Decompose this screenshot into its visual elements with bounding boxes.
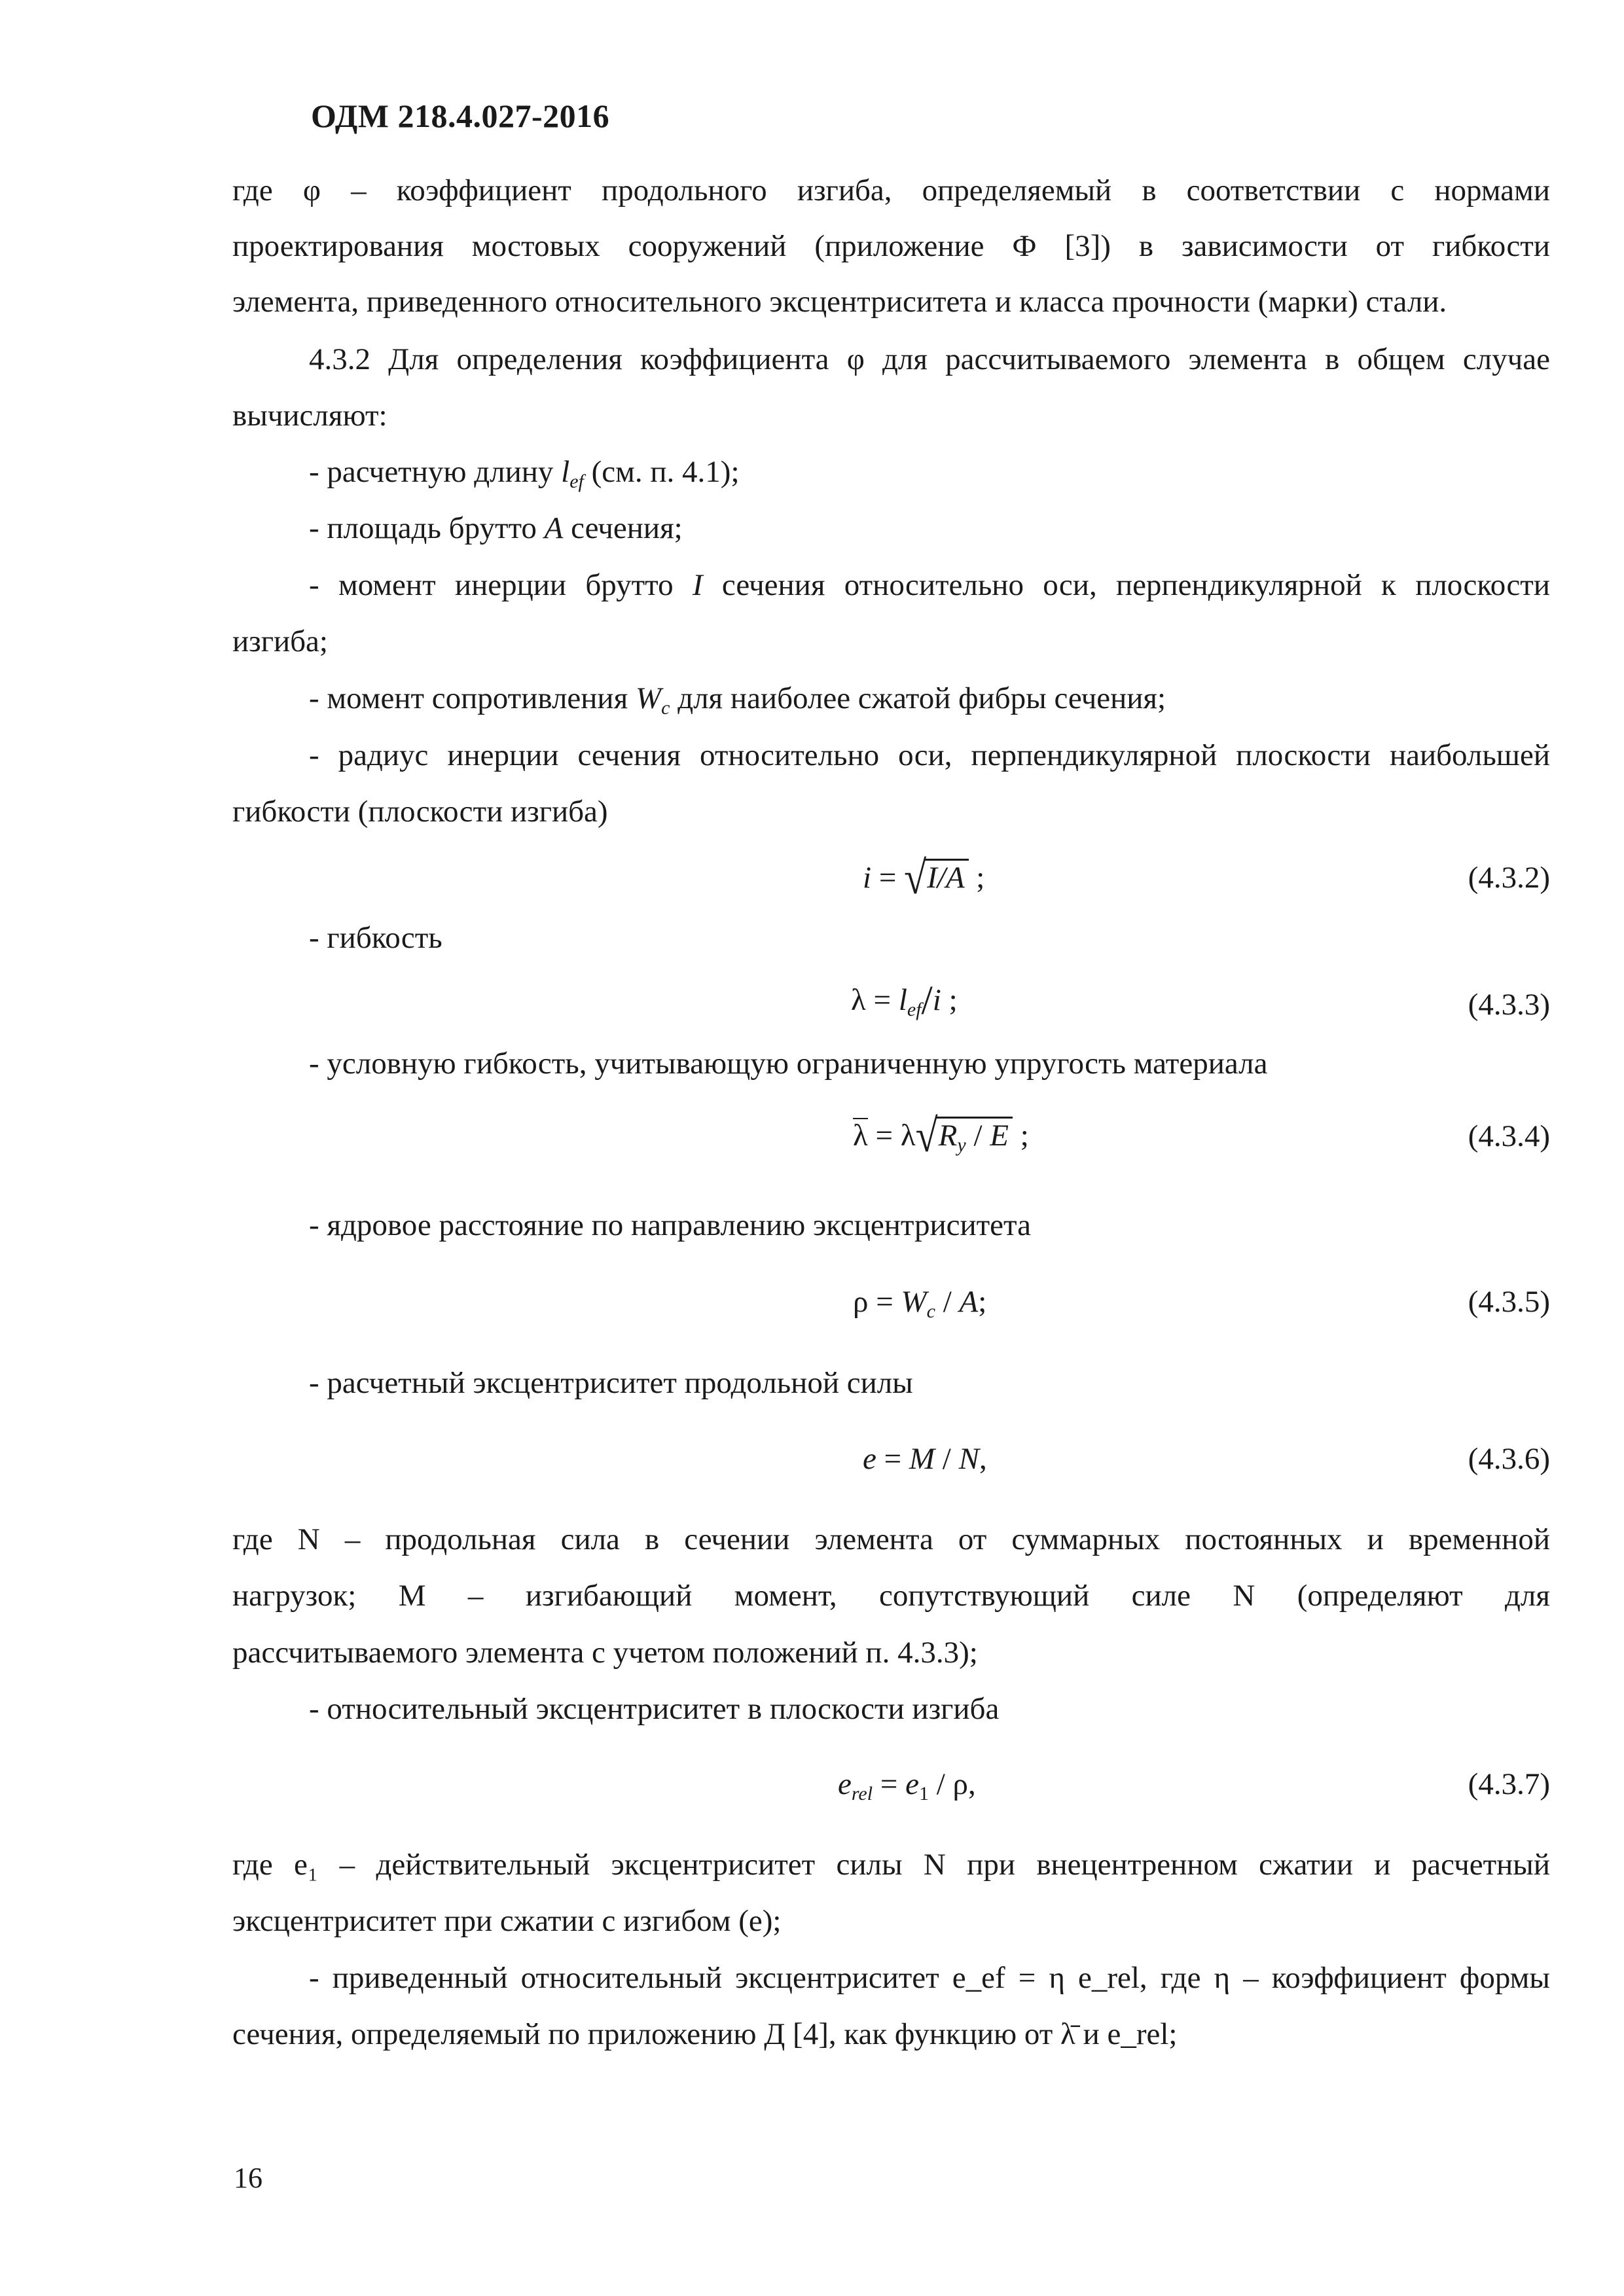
paragraph-line: проектирования мостовых сооружений (приложение Ф [3]) в зависимости от гибкости [232, 229, 1550, 263]
paragraph-line: где e₁ – действительный эксцентриситет силы N при внецентренном сжатии и расчетный [232, 1848, 1550, 1882]
list-item-design-eccentricity: - расчетный эксцентриситет продольной силы [309, 1366, 913, 1400]
paragraph-line: вычисляют: [232, 399, 388, 433]
paragraph-line: эксцентриситет при сжатии с изгибом (e); [232, 1904, 782, 1938]
paragraph-line: изгиба; [232, 624, 328, 658]
list-item-moment-of-inertia: - момент инерции брутто I сечения относительно оси, перпендикулярной к плоскости [309, 568, 1550, 602]
equation-4-3-3: $\lambda = l_{ef}/i$ ; [851, 978, 958, 1023]
list-item-reduced-eccentricity: - приведенный относительный эксцентриситет e_ef = η e_rel, где η – коэффициент формы [309, 1961, 1550, 1995]
list-item-section-modulus: - момент сопротивления $W_c$ для наиболее сжатой фибры сечения; [309, 681, 1166, 719]
equation-number: (4.3.4) [1468, 1119, 1550, 1153]
paragraph-line: где N – продольная сила в сечении элемента от суммарных постоянных и временной [232, 1522, 1550, 1556]
page-number: 16 [234, 2162, 262, 2194]
list-item-relative-eccentricity: - относительный эксцентриситет в плоскости изгиба [309, 1692, 1000, 1726]
list-item-effective-length: - расчетную длину $l_{ef}$ (см. п. 4.1); [309, 455, 740, 492]
paragraph-line: где φ – коэффициент продольного изгиба, определяемый в соответствии с нормами [232, 173, 1550, 207]
equation-number: (4.3.7) [1468, 1767, 1550, 1801]
section-4-3-2-line: 4.3.2 Для определения коэффициента φ для рассчитываемого элемента в общем случае [309, 342, 1550, 376]
paragraph-line: гибкости (плоскости изгиба) [232, 795, 608, 829]
list-item-slenderness: - гибкость [309, 921, 442, 955]
equation-4-3-5: $\rho = W_c / A$; [853, 1285, 987, 1322]
equation-number: (4.3.6) [1468, 1442, 1550, 1476]
equation-4-3-7: $e_{rel} = e_1 / \rho$, [838, 1767, 976, 1804]
paragraph-line: нагрузок; M – изгибающий момент, сопутствующий силе N (определяют для [232, 1579, 1550, 1613]
list-item-gross-area: - площадь брутто A сечения; [309, 511, 683, 545]
list-item-conditional-slenderness: - условную гибкость, учитывающую ограниченную упругость материала [309, 1047, 1268, 1081]
list-item-radius-of-gyration: - радиус инерции сечения относительно оси, перпендикулярной плоскости наибольшей [309, 738, 1550, 772]
equation-4-3-6: e = M / N, [863, 1442, 987, 1476]
equation-number: (4.3.5) [1468, 1285, 1550, 1319]
paragraph-line: рассчитываемого элемента с учетом положений п. 4.3.3); [232, 1636, 978, 1670]
paragraph-line: сечения, определяемый по приложению Д [4], как функцию от λ̄ и e_rel; [232, 2017, 1178, 2051]
paragraph-line: элемента, приведенного относительного эксцентриситета и класса прочности (марки) стали. [232, 285, 1447, 319]
equation-number: (4.3.2) [1468, 861, 1550, 895]
equation-4-3-4: $\lambda = \lambda√R_y / E$ ; [853, 1110, 1029, 1162]
equation-number: (4.3.3) [1468, 988, 1550, 1022]
document-code-header: ОДМ 218.4.027-2016 [311, 98, 610, 134]
equation-4-3-2: i = √I/A ; [863, 852, 985, 904]
list-item-core-distance: - ядровое расстояние по направлению эксцентриситета [309, 1208, 1032, 1242]
